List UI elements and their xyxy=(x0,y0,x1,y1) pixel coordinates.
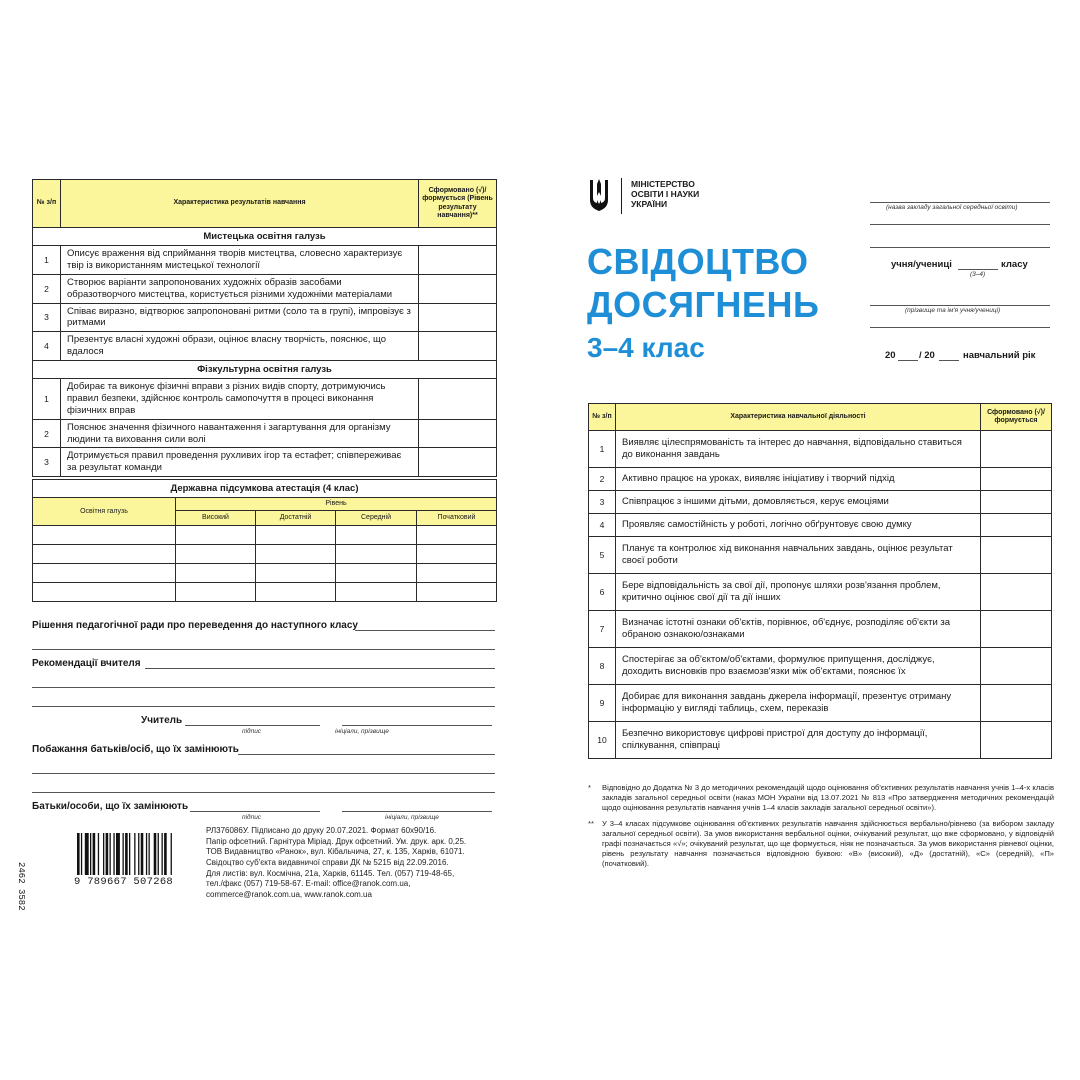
result-cell[interactable] xyxy=(981,537,1052,574)
table-row: 3 Дотримується правил проведення рухливих ігор та естафет; співпереживає за результат команди xyxy=(33,448,497,477)
teacher-label: Учитель xyxy=(141,715,183,726)
barcode-bar xyxy=(113,833,114,875)
footnotes xyxy=(588,783,1054,875)
table-row: 1 Виявляє цілеспрямованість та інтерес до навчання, відповідально ставиться до виконання завдань xyxy=(589,431,1052,468)
initials-caption-2: ініціали, прізвище xyxy=(385,814,439,821)
level-sufficient: Достатній xyxy=(256,511,336,526)
barcode-bar xyxy=(77,833,80,875)
header-characteristic: Характеристика результатів навчання xyxy=(61,180,419,228)
recommend-line[interactable] xyxy=(145,668,495,669)
table-row xyxy=(33,583,497,602)
level-average: Середній xyxy=(336,511,417,526)
teacher-sign-line[interactable] xyxy=(185,725,320,726)
wishes-line[interactable] xyxy=(238,754,495,755)
pupil-label: учня/учениці xyxy=(891,259,952,270)
result-cell[interactable] xyxy=(981,611,1052,648)
barcode-bar xyxy=(125,833,128,875)
table-row: 3 Співає виразно, відтворює запропоновані ритми (соло та в групі), імпровізує з ритмами xyxy=(33,303,497,332)
result-cell[interactable] xyxy=(419,448,497,477)
table-row: 1 Добирає та виконує фізичні вправи з різних видів спорту, дотримуючись правил безпеки, здійснює контроль самопочуття в процесі виконання фізичних вправ xyxy=(33,379,497,420)
table-row: 3 Співпрацює з іншими дітьми, домовляється, керує емоціями xyxy=(589,491,1052,514)
table-row: 9 Добирає для виконання завдань джерела інформації, презентує отриману інформацію у вигляді таблиць, схем, переказів xyxy=(589,685,1052,722)
side-code: 2462 3582 xyxy=(16,862,26,911)
recommend-line-3[interactable] xyxy=(32,706,495,707)
barcode-number: 9 789667 507268 xyxy=(74,876,174,888)
name-line-2[interactable] xyxy=(870,327,1050,328)
table-row: 7 Визначає істотні ознаки об'єктів, порівнює, об'єднує, розподіляє об'єкти за обраною ознакою/ознаками xyxy=(589,611,1052,648)
header-area: Освітня галузь xyxy=(33,498,176,526)
title-grade: 3–4 клас xyxy=(587,332,705,363)
result-cell[interactable] xyxy=(419,274,497,303)
barcode-bar xyxy=(162,833,163,875)
class-line[interactable] xyxy=(958,269,998,270)
header-num: № з/п xyxy=(589,404,616,431)
teacher-name-line[interactable] xyxy=(342,725,492,726)
barcode-bar xyxy=(81,833,82,875)
footnote-2: ** У 3–4 класах підсумкове оцінювання об'єктивних результатів навчання здійснюється вербально/рівнево (за вибором закладу загальної середньої освіти). За умов використання вербальної оцінки, очікуваний результат, що вже сформовано, у відповідній графі позначається «√»; очікуваний результат, що ще формується, ніяк не позначається. За умов використання рівневої оцінки, рівень результату навчання позначається відповідною буквою: «В» (високий), «Д» (достатній), «С» (середній), «П» (початковий). xyxy=(588,819,1054,869)
barcode-bar xyxy=(158,833,159,875)
result-cell[interactable] xyxy=(419,379,497,420)
sign-caption-2: підпис xyxy=(242,814,262,821)
barcode-bar xyxy=(154,833,157,875)
recommend-line-2[interactable] xyxy=(32,687,495,688)
section-pe: Фізкультурна освітня галузь xyxy=(33,361,497,379)
year-prefix: 20 xyxy=(885,350,896,361)
title-line-1: СВІДОЦТВО xyxy=(587,241,809,282)
wishes-line-2[interactable] xyxy=(32,773,495,774)
barcode-bar xyxy=(98,833,99,875)
barcode-bar xyxy=(116,833,120,875)
title-line-2: ДОСЯГНЕНЬ xyxy=(587,284,820,325)
council-line-2[interactable] xyxy=(32,649,495,650)
parents-name-line[interactable] xyxy=(342,811,492,812)
parents-sign-line[interactable] xyxy=(190,811,320,812)
recommend-label: Рекомендації вчителя xyxy=(32,658,141,669)
year-line-1[interactable] xyxy=(898,360,918,361)
result-cell[interactable] xyxy=(981,468,1052,491)
council-line[interactable] xyxy=(355,630,495,631)
barcode-bar xyxy=(149,833,150,875)
table-row: 8 Спостерігає за об'єктом/об'єктами, формулює припущення, досліджує, доходить висновків про взаємозв'язки між об'єктами, пояснює їх xyxy=(589,648,1052,685)
school-line[interactable] xyxy=(870,202,1050,203)
barcode-bar xyxy=(93,833,96,875)
result-cell[interactable] xyxy=(981,574,1052,611)
table-row xyxy=(33,564,497,583)
initials-caption: ініціали, прізвище xyxy=(335,728,389,735)
header-num: № з/п xyxy=(33,180,61,228)
table-row: 4 Презентує власні художні образи, оцінює власну творчість, пояснює, що вдалося xyxy=(33,332,497,361)
table-row: 1 Описує враження від сприймання творів мистецтва, словесно характеризує твір із використанням мистецької технології xyxy=(33,246,497,275)
barcode-bar xyxy=(129,833,130,875)
level-initial: Початковий xyxy=(417,511,497,526)
result-cell[interactable] xyxy=(419,303,497,332)
barcode-bar xyxy=(110,833,111,875)
class-hint: (3–4) xyxy=(970,271,986,278)
year-line-2[interactable] xyxy=(939,360,959,361)
level-high: Високий xyxy=(176,511,256,526)
barcode-bar xyxy=(134,833,135,875)
table-row: 6 Бере відповідальність за свої дії, пропонує шляхи розв'язання проблем, критично оцінює свої дії та дії інших xyxy=(589,574,1052,611)
year-mid: / 20 xyxy=(919,350,935,361)
result-cell[interactable] xyxy=(419,246,497,275)
sign-caption: підпис xyxy=(242,728,262,735)
attestation-table xyxy=(32,479,496,602)
result-cell[interactable] xyxy=(981,514,1052,537)
left-results-table xyxy=(32,179,496,477)
imprint: РЛ376086У. Підписано до друку 20.07.2021. Формат 60х90/16. Папір офсетний. Гарнітура Міріад. Друк офсетний. Ум. друк. арк. 0,25. ТОВ Видавництво «Ранок», вул. Кібальчича, 27, к. 135, Харків, 61071. Свідоцтво суб'єкта видавничої справи ДК № 5215 від 22.09.2016. Для листів: вул. Космічна, 21а, Харків, 61145. Тел. (057) 719-48-65, тел./факс (057) 719-58-67. E-mail: office@ranok.com.ua, commerce@ranok.com.ua, www.ranok.com.ua xyxy=(206,826,467,899)
school-line-3[interactable] xyxy=(870,247,1050,248)
name-caption: (прізвище та ім'я учня/учениці) xyxy=(905,307,1001,314)
table-row: 5 Планує та контролює хід виконання навчальних завдань, оцінює результат своєї роботи xyxy=(589,537,1052,574)
table-row xyxy=(33,545,497,564)
name-line[interactable] xyxy=(870,305,1050,306)
header-formed: Сформовано (√)/ формується (Рівень результату навчання)** xyxy=(419,180,497,228)
barcode-bar xyxy=(103,833,104,875)
barcode-bar xyxy=(90,833,91,875)
barcode-bar xyxy=(171,833,172,875)
school-line-2[interactable] xyxy=(870,224,1050,225)
header-level: Рівень xyxy=(176,498,497,511)
result-cell[interactable] xyxy=(419,332,497,361)
result-cell[interactable] xyxy=(981,431,1052,468)
result-cell[interactable] xyxy=(981,648,1052,685)
header-formed: Сформовано (√)/ формується xyxy=(981,404,1052,431)
barcode-bar xyxy=(141,833,144,875)
section-art: Мистецька освітня галузь xyxy=(33,228,497,246)
attestation-caption: Державна підсумкова атестація (4 клас) xyxy=(33,480,497,498)
footnote-1: * Відповідно до Додатка № 3 до методичних рекомендацій щодо оцінювання об'єктивних результатів навчання учнів 1–4-х класів закладів загальної середньої освіти (наказ МОН України від 13.07.2021 № 813 «Про затвердження методичних рекомендацій щодо оцінювання результатів навчання учнів 1–4 класів закладів загальної середньої освіти»). xyxy=(588,783,1054,813)
table-row: 2 Пояснює значення фізичного навантаження і загартування для організму людини та виховання сили волі xyxy=(33,419,497,448)
barcode-bar xyxy=(123,833,124,875)
result-cell[interactable] xyxy=(981,685,1052,722)
right-activity-table xyxy=(588,403,1051,759)
barcode-bar xyxy=(164,833,167,875)
result-cell[interactable] xyxy=(981,722,1052,759)
barcode-bar xyxy=(106,833,109,875)
table-row: 10 Безпечно використовує цифрові пристрої для доступу до інформації, спілкування, співпраці xyxy=(589,722,1052,759)
year-suffix: навчальний рік xyxy=(963,350,1036,361)
barcode-bar xyxy=(138,833,139,875)
table-row: 2 Створює варіанти запропонованих художніх образів засобами образотворчого мистецтва, користується різними художніми матеріалами xyxy=(33,274,497,303)
barcode-bar xyxy=(146,833,147,875)
class-label: класу xyxy=(1001,259,1028,270)
wishes-label: Побажання батьків/осіб, що їх замінюють xyxy=(32,744,239,755)
ministry-divider xyxy=(621,178,622,214)
result-cell[interactable] xyxy=(419,419,497,448)
school-caption: (назва закладу загальної середньої освіти) xyxy=(886,204,1018,211)
council-label: Рішення педагогічної ради про переведення до наступного класу xyxy=(32,620,358,631)
table-row: 4 Проявляє самостійність у роботі, логічно обґрунтовує свою думку xyxy=(589,514,1052,537)
trident-emblem-icon xyxy=(588,178,610,212)
header-characteristic: Характеристика навчальної діяльності xyxy=(616,404,981,431)
wishes-line-3[interactable] xyxy=(32,792,495,793)
ministry-name: МІНІСТЕРСТВО ОСВІТИ І НАУКИ УКРАЇНИ xyxy=(631,179,700,210)
result-cell[interactable] xyxy=(981,491,1052,514)
table-row xyxy=(33,526,497,545)
parents-label: Батьки/особи, що їх замінюють xyxy=(32,801,189,812)
table-row: 2 Активно працює на уроках, виявляє ініціативу і творчий підхід xyxy=(589,468,1052,491)
barcode-bar xyxy=(85,833,89,875)
